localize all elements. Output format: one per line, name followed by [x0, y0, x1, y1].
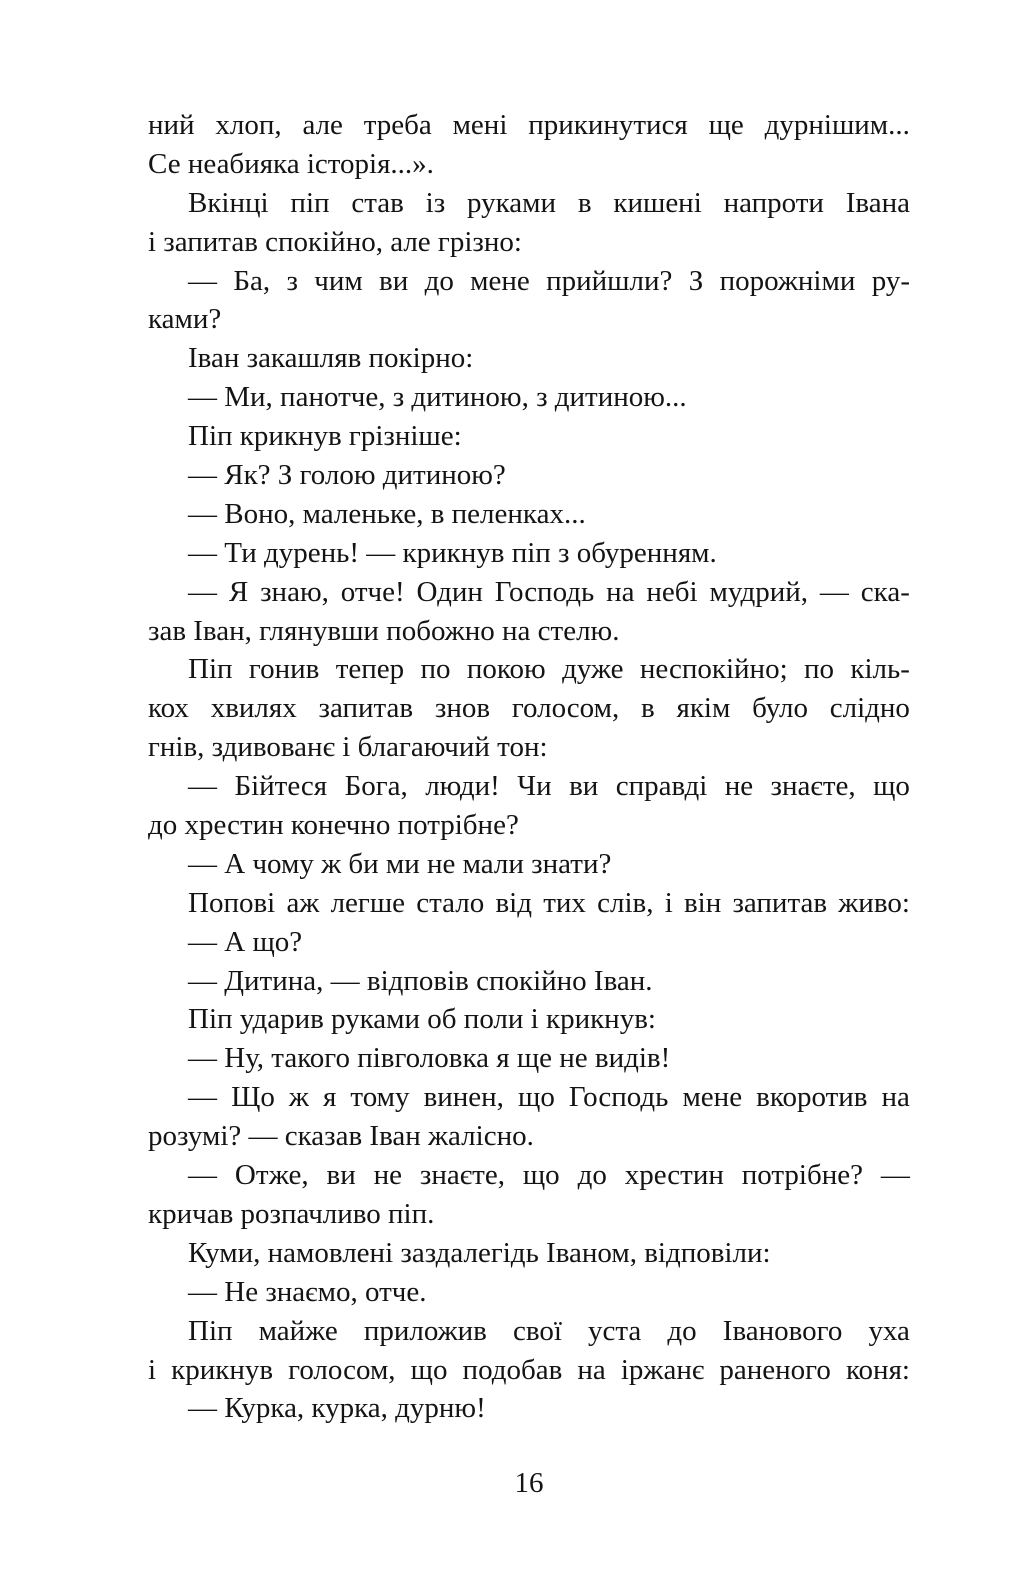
- word: ще: [708, 109, 744, 141]
- word: —: [188, 1159, 217, 1192]
- text-line: [148, 1351, 910, 1390]
- word: стало: [416, 886, 485, 919]
- text-line: Піп крикнув грізніше:: [188, 420, 462, 453]
- text-line: [148, 1078, 910, 1117]
- word: люди!: [425, 770, 500, 803]
- word: свої: [512, 1314, 562, 1347]
- text-line: — А чому ж би ми не мали знати?: [188, 847, 612, 880]
- word: Вкінці: [188, 186, 269, 219]
- word: прийшли?: [546, 264, 673, 297]
- text-line: Се неабияка історія...».: [148, 147, 434, 180]
- word: по: [804, 653, 835, 686]
- word: став: [351, 186, 404, 219]
- text-line: [148, 767, 910, 806]
- word: тепер: [335, 653, 405, 686]
- word: неспокійно;: [639, 653, 788, 686]
- word: кіль-: [850, 653, 910, 686]
- word: майже: [258, 1314, 338, 1347]
- text-line: [148, 1312, 910, 1351]
- word: піп: [290, 186, 330, 219]
- word: що: [522, 1159, 560, 1192]
- word: в: [577, 186, 592, 219]
- word: Господь: [494, 575, 595, 608]
- word: подобав: [462, 1353, 563, 1386]
- word: тому: [350, 1081, 410, 1114]
- word: він: [683, 886, 722, 919]
- text-line: гнів, здивованє і благаючий тон:: [148, 731, 548, 764]
- word: що: [518, 1081, 555, 1114]
- word: кох: [148, 692, 189, 725]
- page-text-block: [148, 106, 910, 1428]
- word: мене: [682, 1081, 743, 1114]
- text-line: [148, 884, 910, 923]
- word: від: [495, 886, 532, 919]
- text-line: — Ми, панотче, з дитиною, з дитиною...: [188, 381, 687, 414]
- word: живо:: [838, 886, 910, 919]
- word: до: [667, 1314, 697, 1347]
- word: треба: [363, 109, 432, 141]
- text-line: до хрестин конечно потрібне?: [148, 809, 519, 842]
- word: легше: [330, 886, 406, 919]
- word: Івана: [845, 186, 910, 219]
- word: вкоротив: [756, 1081, 868, 1114]
- word: Що: [231, 1081, 275, 1114]
- word: і: [148, 1353, 157, 1386]
- word: коня:: [845, 1353, 910, 1386]
- word: не: [373, 1159, 402, 1192]
- word: ви: [569, 770, 599, 803]
- word: Піп: [188, 653, 233, 686]
- word: ний: [148, 109, 195, 141]
- word: і: [664, 886, 673, 919]
- word: уха: [868, 1314, 910, 1347]
- word: ру-: [871, 264, 910, 297]
- word: Бога,: [344, 770, 408, 803]
- word: —: [188, 1081, 217, 1114]
- text-line: — А що?: [188, 925, 303, 958]
- word: на: [881, 1081, 910, 1114]
- word: справді: [615, 770, 708, 803]
- word: із: [425, 186, 446, 219]
- word: чим: [314, 264, 363, 297]
- word: голосом,: [288, 1353, 396, 1386]
- word: Один: [416, 575, 483, 608]
- word: З: [688, 264, 704, 297]
- word: гонив: [248, 653, 320, 686]
- word: хвилях: [210, 692, 297, 725]
- word: знаєте,: [419, 1159, 505, 1192]
- text-line: Куми, намовлені заздалегідь Іваном, відповіли:: [188, 1236, 771, 1269]
- word: тих: [543, 886, 586, 919]
- word: Я: [228, 575, 249, 608]
- word: винен,: [423, 1081, 504, 1114]
- text-line: розумі? — сказав Іван жалісно.: [148, 1120, 534, 1153]
- word: напроти: [723, 186, 824, 219]
- text-line: — Не знаємо, отче.: [188, 1275, 427, 1308]
- word: до: [577, 1159, 607, 1192]
- word: Бійтеся: [234, 770, 328, 803]
- word: —: [188, 575, 217, 608]
- word: приложив: [363, 1314, 487, 1347]
- word: покою: [466, 653, 546, 686]
- word: отче!: [340, 575, 405, 608]
- text-line: і запитав спокійно, але грізно:: [148, 225, 522, 258]
- word: —: [188, 770, 217, 803]
- word: слідно: [829, 692, 910, 725]
- word: Ба,: [233, 264, 271, 297]
- word: в: [641, 692, 655, 725]
- text-line: [148, 1156, 910, 1195]
- word: крикнув: [171, 1353, 274, 1386]
- word: порожніми: [719, 264, 856, 297]
- text-line: [148, 650, 910, 689]
- text-line: [148, 106, 910, 145]
- text-line: Іван закашляв покірно:: [188, 342, 474, 375]
- text-line: ками?: [148, 303, 222, 336]
- word: мене: [470, 264, 530, 297]
- word: запитав: [318, 692, 414, 725]
- word: хлоп,: [215, 109, 282, 141]
- word: на: [606, 575, 635, 608]
- word: дуже: [562, 653, 624, 686]
- word: Попові: [188, 886, 276, 919]
- word: до: [424, 264, 454, 297]
- word: ви: [379, 264, 409, 297]
- text-line: — Ти дурень! — крикнув піп з обуренням.: [188, 536, 717, 569]
- text-line: — Курка, курка, дурню!: [188, 1392, 486, 1425]
- page-number: 16: [514, 1467, 544, 1499]
- word: раненого: [719, 1353, 831, 1386]
- word: з: [286, 264, 298, 297]
- word: було: [752, 692, 808, 725]
- word: дурнішим...: [764, 109, 910, 141]
- word: потрібне?: [741, 1159, 864, 1192]
- word: голосом,: [511, 692, 620, 725]
- text-line: кричав розпачливо піп.: [148, 1197, 435, 1230]
- word: мені: [452, 109, 508, 141]
- text-line: [148, 573, 910, 612]
- word: хрестин: [624, 1159, 724, 1192]
- text-line: — Воно, маленьке, в пеленках...: [188, 497, 586, 530]
- word: аж: [286, 886, 320, 919]
- word: слів,: [597, 886, 654, 919]
- text-line: [148, 262, 910, 301]
- word: небі: [646, 575, 698, 608]
- word: ж: [288, 1081, 309, 1114]
- word: знов: [434, 692, 491, 725]
- text-line: зав Іван, глянувши побожно на стелю.: [148, 614, 620, 647]
- word: запитав: [732, 886, 828, 919]
- word: кишені: [613, 186, 702, 219]
- word: по: [420, 653, 451, 686]
- word: я: [323, 1081, 337, 1114]
- word: уста: [588, 1314, 642, 1347]
- word: Господь: [568, 1081, 669, 1114]
- word: —: [880, 1159, 910, 1192]
- word: ска-: [860, 575, 910, 608]
- word: —: [188, 264, 217, 297]
- word: не: [724, 770, 754, 803]
- text-line: — Як? З голою дитиною?: [188, 459, 506, 492]
- text-line: — Ну, такого півголовка я ще не видів!: [188, 1042, 671, 1075]
- word: що: [410, 1353, 448, 1386]
- word: іржанє: [620, 1353, 705, 1386]
- word: мудрий,: [709, 575, 809, 608]
- word: але: [302, 109, 343, 141]
- word: на: [577, 1353, 606, 1386]
- word: Отже,: [234, 1159, 309, 1192]
- word: —: [819, 575, 849, 608]
- word: знаю,: [260, 575, 329, 608]
- word: руками: [467, 186, 557, 219]
- word: знаєте,: [770, 770, 856, 803]
- word: якім: [676, 692, 731, 725]
- word: Іванового: [722, 1314, 843, 1347]
- text-line: Піп ударив руками об поли і крикнув:: [188, 1003, 656, 1036]
- word: що: [873, 770, 910, 803]
- word: Чи: [517, 770, 552, 803]
- text-line: [148, 689, 910, 728]
- word: Піп: [188, 1314, 233, 1347]
- text-line: [148, 184, 910, 223]
- text-line: — Дитина, — відповів спокійно Іван.: [188, 964, 653, 997]
- word: прикинутися: [528, 109, 688, 141]
- word: ви: [326, 1159, 356, 1192]
